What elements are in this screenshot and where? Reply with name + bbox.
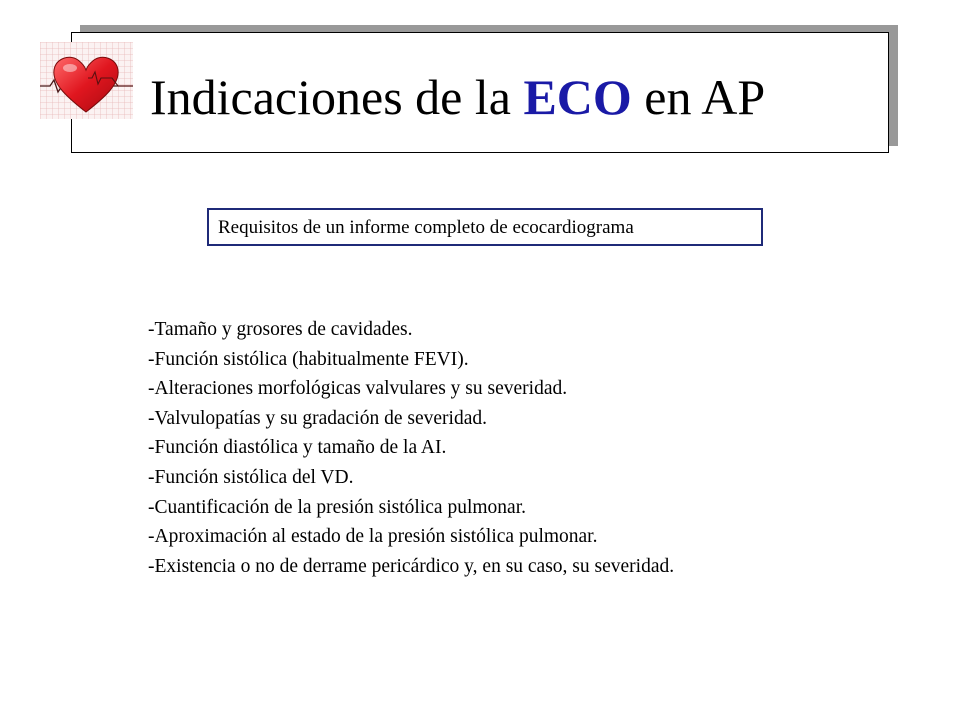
list-item: -Valvulopatías y su gradación de severidad. [148, 407, 487, 429]
title-suffix: en AP [644, 69, 766, 125]
list-item: -Aproximación al estado de la presión sistólica pulmonar. [148, 526, 598, 548]
heart-ecg-icon [40, 42, 133, 119]
list-item: -Existencia o no de derrame pericárdico y, en su caso, su severidad. [148, 555, 675, 577]
list-item: -Función diastólica y tamaño de la AI. [148, 437, 447, 459]
title-accent: ECO [523, 69, 632, 125]
list-item: -Tamaño y grosores de cavidades. [148, 319, 413, 340]
page-title [150, 62, 765, 132]
list-item: -Cuantificación de la presión sistólica pulmonar. [148, 496, 526, 518]
list-item: -Función sistólica del VD. [148, 466, 354, 488]
title-prefix: Indicaciones de la [150, 69, 511, 125]
requirements-list [148, 315, 674, 581]
list-item: -Función sistólica (habitualmente FEVI). [148, 348, 469, 370]
list-item: -Alteraciones morfológicas valvulares y su severidad. [148, 378, 568, 400]
requirements-label: Requisitos de un informe completo de ecocardiograma [218, 217, 634, 238]
requirements-box [207, 208, 763, 246]
